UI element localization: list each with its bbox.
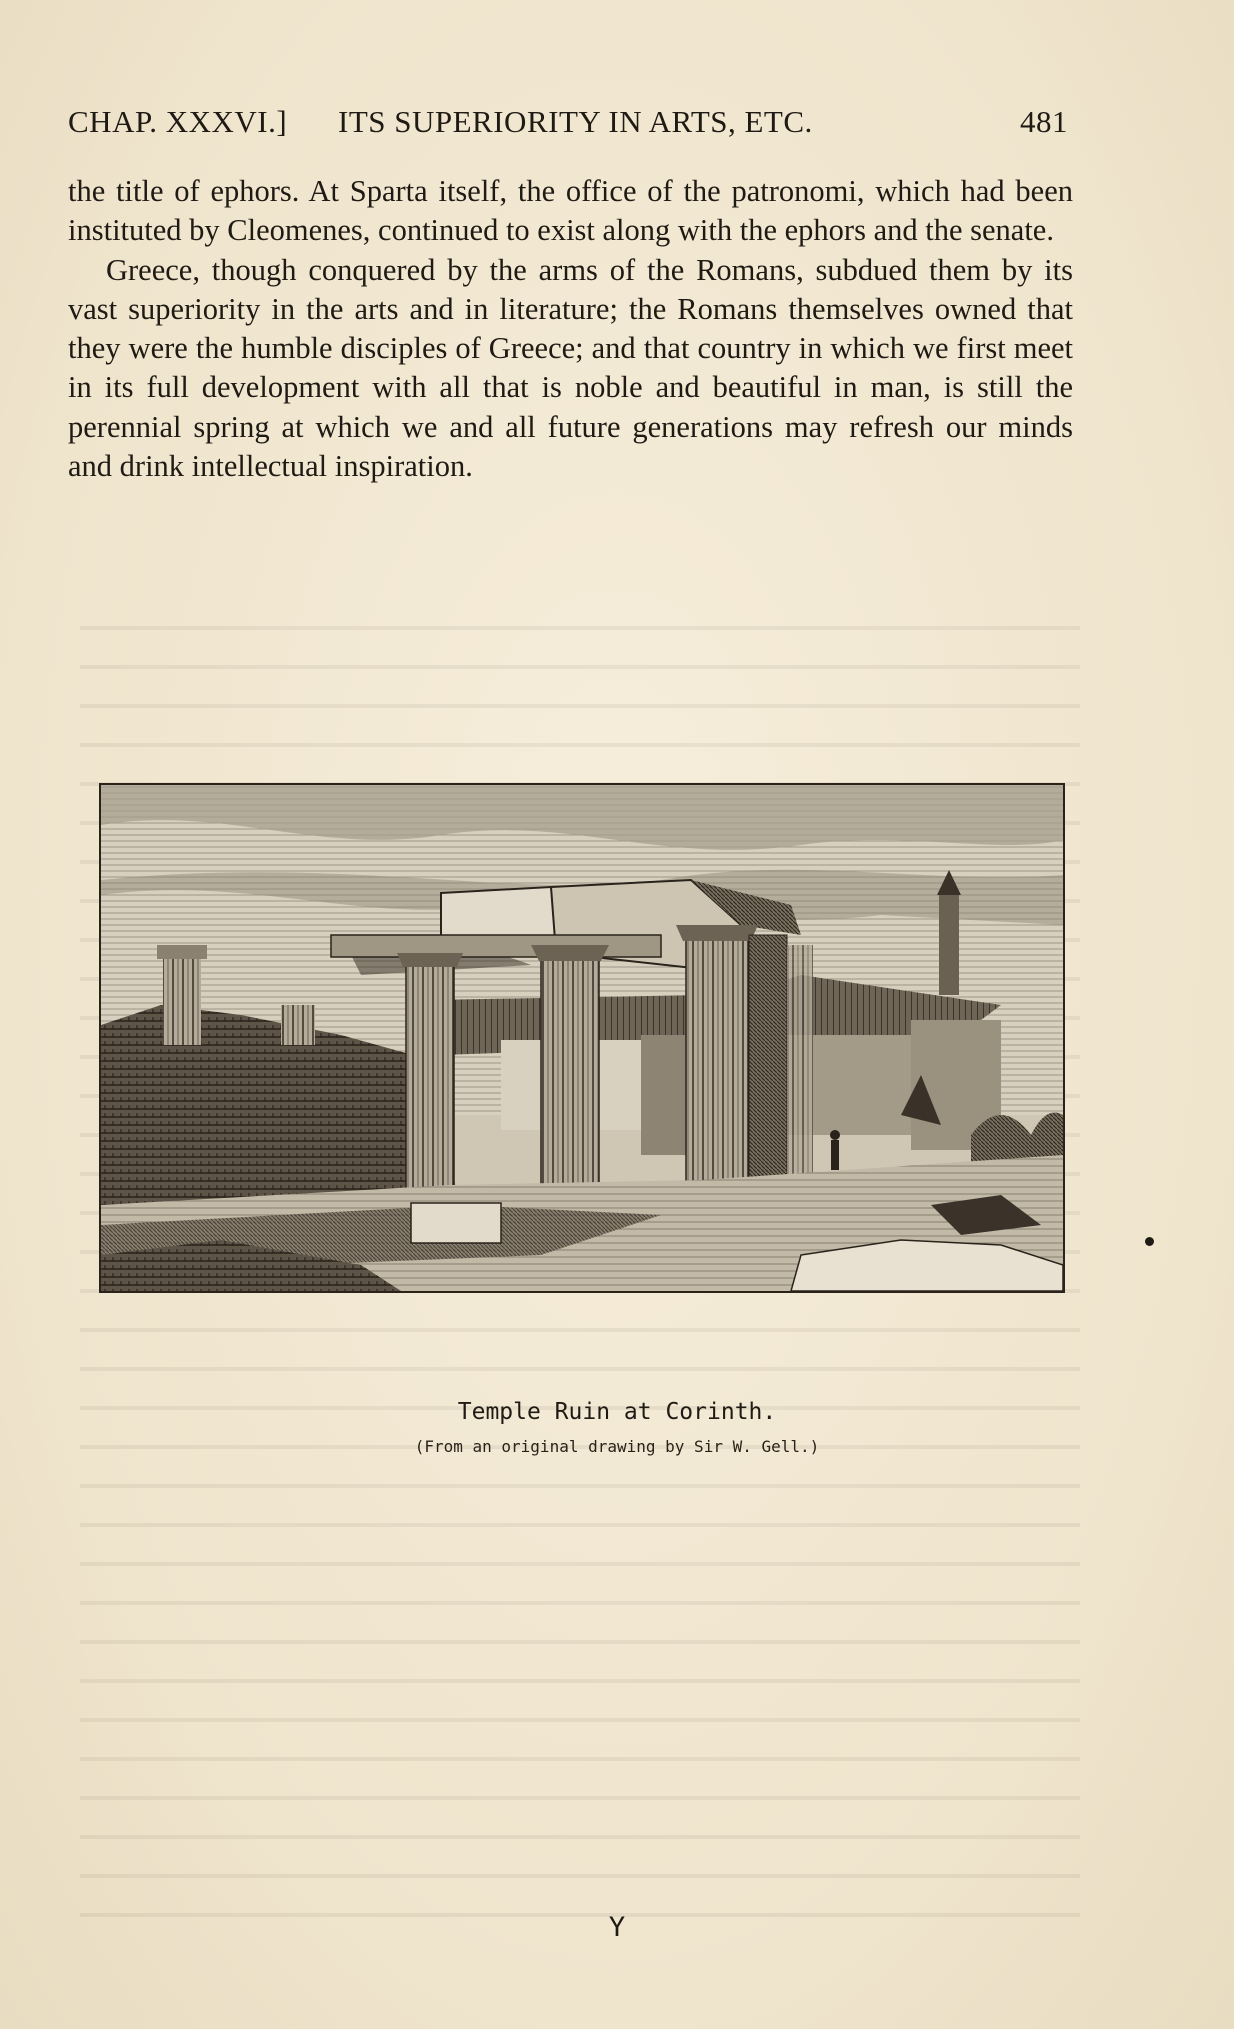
- running-title: ITS SUPERIORITY IN ARTS, ETC.: [338, 104, 813, 139]
- minaret-tower: [939, 895, 959, 995]
- small-figure: [831, 1140, 839, 1170]
- lone-column-left: [163, 955, 201, 1045]
- paragraph-1: the title of ephors. At Sparta itself, the office of the patronomi, which had been instituted by Cleomenes, continued to exist along with the ephors and the senate.: [68, 174, 1073, 248]
- page-number: 481: [1020, 104, 1068, 139]
- chapter-label: CHAP. XXXVI.]: [68, 104, 288, 139]
- ink-speck: [1145, 1237, 1154, 1246]
- figure-credit: (From an original drawing by Sir W. Gell.): [414, 1437, 820, 1456]
- paragraph-2: Greece, though conquered by the arms of the Romans, subdued them by its vast superiority in the arts and in literature; the Romans themselves owned that they were the humble disciples of Greece; and that country in which we first meet in its full development with all that is noble and beautiful in man, is still the perennial spring at which we and all future generations may refresh our minds and drink intellectual inspiration.: [68, 252, 1073, 484]
- engraving-temple-ruin: [99, 783, 1065, 1293]
- fallen-block: [411, 1203, 501, 1243]
- signature-mark: Y: [608, 1912, 626, 1943]
- body-text: [68, 172, 1073, 486]
- figure-caption: Temple Ruin at Corinth.: [457, 1399, 777, 1425]
- running-head: [68, 104, 1068, 140]
- engraving-illustration: [101, 785, 1063, 1291]
